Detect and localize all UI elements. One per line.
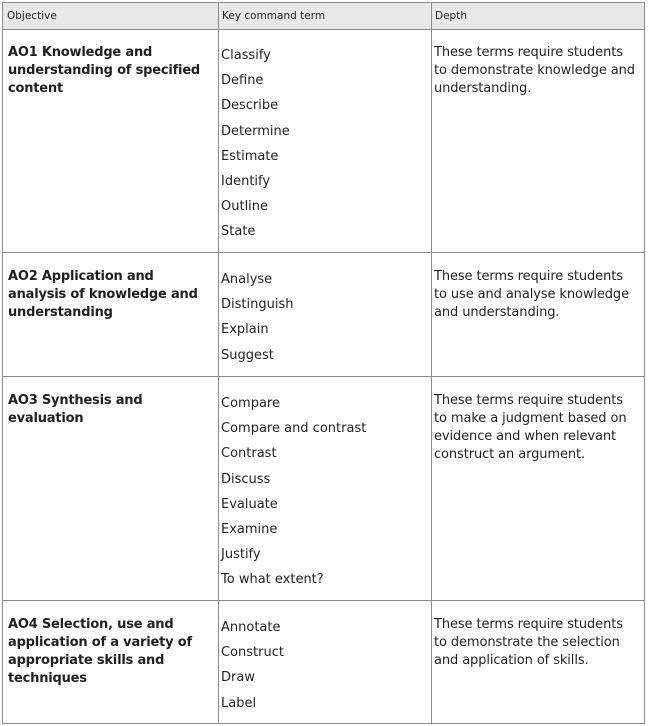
command-term: Analyse xyxy=(221,272,273,287)
command-term: Compare and contrast xyxy=(221,421,367,437)
command-term: Annotate xyxy=(221,620,281,635)
command-term: Determine xyxy=(221,123,290,139)
command-term: Label xyxy=(221,695,257,711)
command-terms-table xyxy=(2,2,645,724)
objective-cell: AO4 Selection, use and application of a variety of appropriate skills and techniques xyxy=(8,617,192,686)
command-term: Construct xyxy=(221,645,284,661)
command-term: State xyxy=(221,224,256,240)
command-term: Evaluate xyxy=(221,496,278,512)
command-term: Examine xyxy=(221,521,278,537)
command-term: Define xyxy=(221,73,264,89)
header-objective: Objective xyxy=(7,10,57,22)
command-term: Justify xyxy=(221,547,261,563)
depth-cell: These terms require students to make a judgment based on evidence and when relevant construct an argument. xyxy=(434,393,627,462)
command-term: Suggest xyxy=(221,347,274,363)
command-term: To what extent? xyxy=(221,572,324,588)
depth-cell: These terms require students to use and analyse knowledge and understanding. xyxy=(434,269,629,320)
command-term: Draw xyxy=(221,670,255,686)
header-key-command-term: Key command term xyxy=(222,10,326,22)
objective-cell: AO1 Knowledge and understanding of specified content xyxy=(8,45,201,96)
command-term: Contrast xyxy=(221,446,277,462)
table-row xyxy=(3,601,644,723)
objective-cell: AO2 Application and analysis of knowledge and understanding xyxy=(8,269,198,320)
key-command-terms-list xyxy=(221,43,421,245)
key-command-terms-list xyxy=(221,391,421,593)
command-term: Explain xyxy=(221,322,269,338)
depth-cell: These terms require students to demonstrate knowledge and understanding. xyxy=(434,45,635,96)
key-command-terms-list xyxy=(221,267,421,368)
command-term: Describe xyxy=(221,98,279,114)
header-depth: Depth xyxy=(435,10,467,22)
command-term: Identify xyxy=(221,173,271,189)
table-row xyxy=(3,29,644,252)
table-row xyxy=(3,253,644,376)
key-command-terms-list xyxy=(221,615,421,716)
command-term: Distinguish xyxy=(221,297,294,313)
command-term: Discuss xyxy=(221,471,271,487)
depth-cell: These terms require students to demonstrate the selection and application of skills. xyxy=(434,617,623,668)
command-term: Compare xyxy=(221,396,280,411)
command-term: Estimate xyxy=(221,148,279,164)
command-term: Classify xyxy=(221,48,271,63)
command-term: Outline xyxy=(221,199,269,215)
objective-cell: AO3 Synthesis and evaluation xyxy=(8,393,143,426)
table-header xyxy=(3,3,644,30)
table-row xyxy=(3,377,644,600)
